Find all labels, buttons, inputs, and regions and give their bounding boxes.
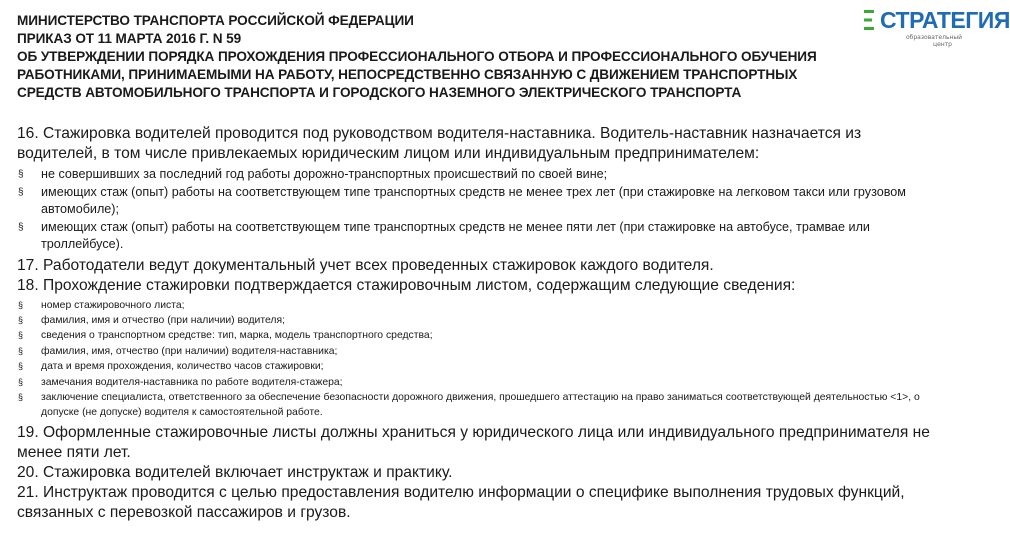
paragraph-21: 21. Инструктаж проводится с целью предоставления водителю информации о специфике выполнения трудовых функций, связанных с перевозкой пассажиров и грузов.: [17, 483, 905, 521]
list-item: [17, 166, 937, 184]
list-item-text: фамилия, имя и отчество (при наличии) водителя;: [41, 314, 286, 326]
paragraph-17: 17. Работодатели ведут документальный учет всех проведенных стажировок каждого водителя.: [17, 256, 714, 274]
paragraph-20: 20. Стажировка водителей включает инструктаж и практику.: [17, 463, 453, 481]
order-title-line-2: РАБОТНИКАМИ, ПРИНИМАЕМЫМИ НА РАБОТУ, НЕПОСРЕДСТВЕННО СВЯЗАННУЮ С ДВИЖЕНИЕМ ТРАНСПОРТНЫХ: [17, 67, 798, 82]
document-body: [17, 124, 937, 523]
document-header: [17, 12, 897, 102]
list-item: [17, 298, 937, 313]
list-item-text: номер стажировочного листа;: [41, 299, 185, 311]
list-item: [17, 375, 937, 390]
list-item: [17, 344, 937, 359]
order-title-line-3: СРЕДСТВ АВТОМОБИЛЬНОГО ТРАНСПОРТА И ГОРОДСКОГО НАЗЕМНОГО ЭЛЕКТРИЧЕСКОГО ТРАНСПОРТА: [17, 85, 742, 100]
list-item-text: сведения о транспортном средстве: тип, марка, модель транспортного средства;: [41, 330, 433, 342]
logo-wordmark: СТРАТЕГИЯ: [880, 7, 1010, 33]
list-item-text: имеющих стаж (опыт) работы на соответствующем типе транспортных средств не менее пяти лет (при стажировке на автобусе, трамвае или троллейбусе).: [41, 219, 870, 251]
list-item-text: не совершивших за последний год работы дорожно-транспортных происшествий по своей вине;: [41, 167, 608, 181]
order-title-line-1: ОБ УТВЕРЖДЕНИИ ПОРЯДКА ПРОХОЖДЕНИЯ ПРОФЕССИОНАЛЬНОГО ОТБОРА И ПРОФЕССИОНАЛЬНОГО ОБУЧЕНИЯ: [17, 49, 817, 64]
list-item-text: дата и время прохождения, количество часов стажировки;: [41, 361, 324, 373]
list-item-text: заключение специалиста, ответственного за обеспечение безопасности дорожного движения, прошедшего аттестацию на право заниматься соответствующей деятельностью <1>, о допуске (не допуске) водителя к самостоятельной работе.: [41, 391, 920, 419]
list-item: [17, 219, 937, 254]
bullet-icon: §: [18, 169, 24, 180]
list-item-text: фамилия, имя, отчество (при наличии) водителя-наставника;: [41, 345, 338, 357]
logo-subtitle: образовательный центр: [906, 34, 963, 48]
list-item: [17, 184, 937, 219]
bullet-icon: §: [18, 186, 24, 198]
list-item: [17, 390, 937, 421]
paragraph-18: 18. Прохождение стажировки подтверждается стажировочным листом, содержащим следующие сведения:: [17, 276, 796, 294]
ministry-title: МИНИСТЕРСТВО ТРАНСПОРТА РОССИЙСКОЙ ФЕДЕРАЦИИ: [17, 13, 414, 28]
bullet-icon: §: [18, 299, 24, 310]
list-item-text: имеющих стаж (опыт) работы на соответствующем типе транспортных средств не менее трех лет (при стажировке на легковом такси или грузовом автомобиле);: [41, 184, 906, 216]
bullet-icon: §: [18, 330, 24, 341]
list-item: [17, 313, 937, 328]
paragraph-16: 16. Стажировка водителей проводится под руководством водителя-наставника. Водитель-наставник назначается из водителей, в том числе привлекаемых юридическим лицом или индивидуальным предпринимателем:: [17, 125, 862, 162]
strategy-logo: [864, 6, 1010, 50]
bullet-icon: §: [18, 314, 24, 325]
list-item: [17, 328, 937, 343]
bullet-icon: §: [18, 361, 24, 372]
bullet-icon: §: [18, 221, 24, 233]
list-item: [17, 359, 937, 374]
internship-sheet-fields-list: [17, 298, 937, 421]
mentor-requirements-list: [17, 166, 937, 254]
bullet-icon: §: [18, 376, 24, 387]
paragraph-19: 19. Оформленные стажировочные листы должны храниться у юридического лица или индивидуального предпринимателя не менее пяти лет.: [17, 423, 930, 461]
list-item-text: замечания водителя-наставника по работе водителя-стажера;: [41, 376, 343, 388]
order-number: ПРИКАЗ ОТ 11 МАРТА 2016 Г. N 59: [17, 31, 242, 46]
bullet-icon: §: [18, 345, 24, 356]
bullet-icon: §: [18, 391, 24, 402]
